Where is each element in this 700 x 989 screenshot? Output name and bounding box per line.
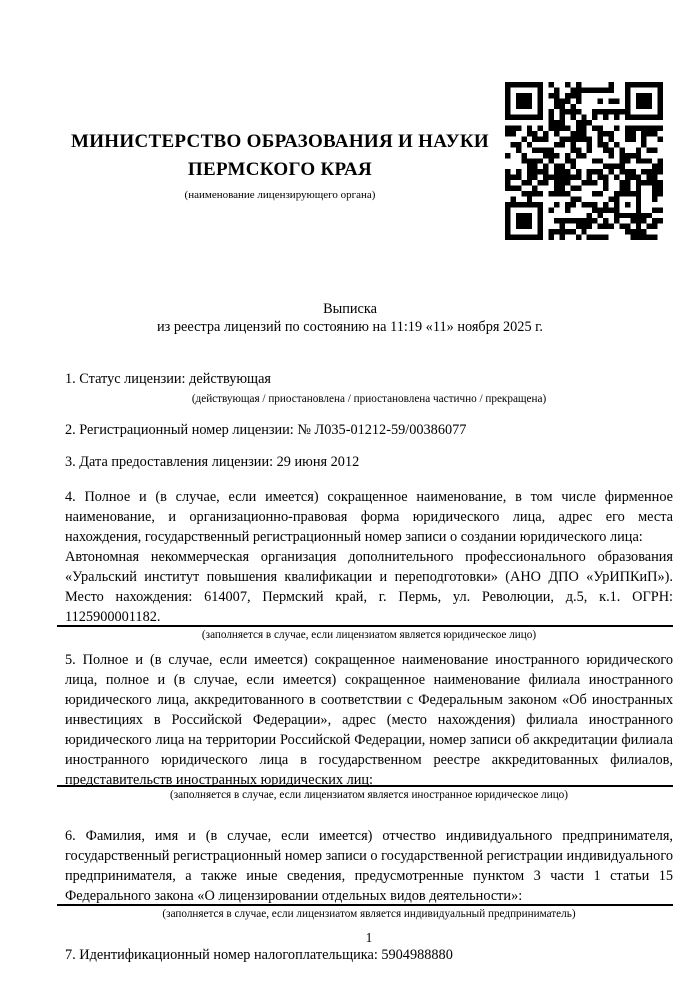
item-foreign-entity-label: 5. Полное и (в случае, если имеется) сокращенное наименование иностранного юридического лица, полное и (в случае, если имеется) сокращенное наименование филиала иностранного юридического лица, аккредитованного в соответствии с Федеральным законом «Об иностранных инвестициях в Российской Федерации», адрес (место нахождения) филиала иностранного юридического лица на территории Российской Федерации, номер записи об аккредитации филиала иностранного юридического лица в государственном реестре аккредитованных филиалов, представительств иностранных юридических лиц:	[65, 652, 673, 788]
document-title-line2: из реестра лицензий по состоянию на 11:19 «11» ноября 2025 г.	[157, 319, 543, 335]
ministry-name-line2: ПЕРМСКОГО КРАЯ	[187, 159, 373, 180]
item-foreign-entity-note: (заполняется в случае, если лицензиатом является иностранное юридическое лицо)	[169, 789, 568, 801]
item-grant-date: 3. Дата предоставления лицензии: 29 июня 2012	[65, 454, 360, 470]
item-legal-entity-label: 4. Полное и (в случае, если имеется) сокращенное наименование, в том числе фирменное наименование, и организационно-правовая форма юридического лица, адрес его места нахождения, государственный регистрационный номер записи о создании юридического лица:	[65, 489, 673, 545]
item-license-status-note: (действующая / приостановлена / приостановлена частично / прекращена)	[191, 393, 547, 405]
item-registration-number: 2. Регистрационный номер лицензии: № Л035-01212-59/00386077	[65, 422, 467, 438]
item-legal-entity-note: (заполняется в случае, если лицензиатом является юридическое лицо)	[201, 629, 537, 641]
item-taxpayer-number: 7. Идентификационный номер налогоплательщика: 5904988880	[65, 947, 453, 963]
qr-code-icon	[505, 82, 663, 240]
item-individual-entrepreneur-label: 6. Фамилия, имя и (в случае, если имеется) отчество индивидуального предпринимателя, государственный регистрационный номер записи о государственной регистрации индивидуального предпринимателя, а также иные сведения, предусмотренные пунктом 3 части 1 статьи 15 Федерального закона «О лицензировании отдельных видов деятельности»:	[65, 828, 673, 904]
item-license-status: 1. Статус лицензии: действующая	[65, 371, 271, 387]
document-title-line1: Выписка	[323, 301, 377, 317]
page-number: 1	[365, 930, 373, 945]
ministry-caption: (наименование лицензирующего органа)	[184, 189, 376, 201]
document-title	[0, 300, 700, 336]
licensing-authority-header	[52, 128, 508, 202]
qr-code-svg	[505, 82, 663, 240]
item-individual-entrepreneur-note: (заполняется в случае, если лицензиатом является индивидуальный предприниматель)	[162, 908, 576, 920]
document-body	[65, 368, 673, 964]
item-legal-entity-value: Автономная некоммерческая организация дополнительного профессионального образования «Уральский институт повышения квалификации и переподготовки» (АНО ДПО «УрИПКиП»). Место нахождения: 614007, Пермский край, г. Пермь, ул. Революции, д.5, к.1. ОГРН: 1125900001182.	[65, 549, 673, 625]
ministry-name-line1: МИНИСТЕРСТВО ОБРАЗОВАНИЯ И НАУКИ	[70, 131, 490, 152]
